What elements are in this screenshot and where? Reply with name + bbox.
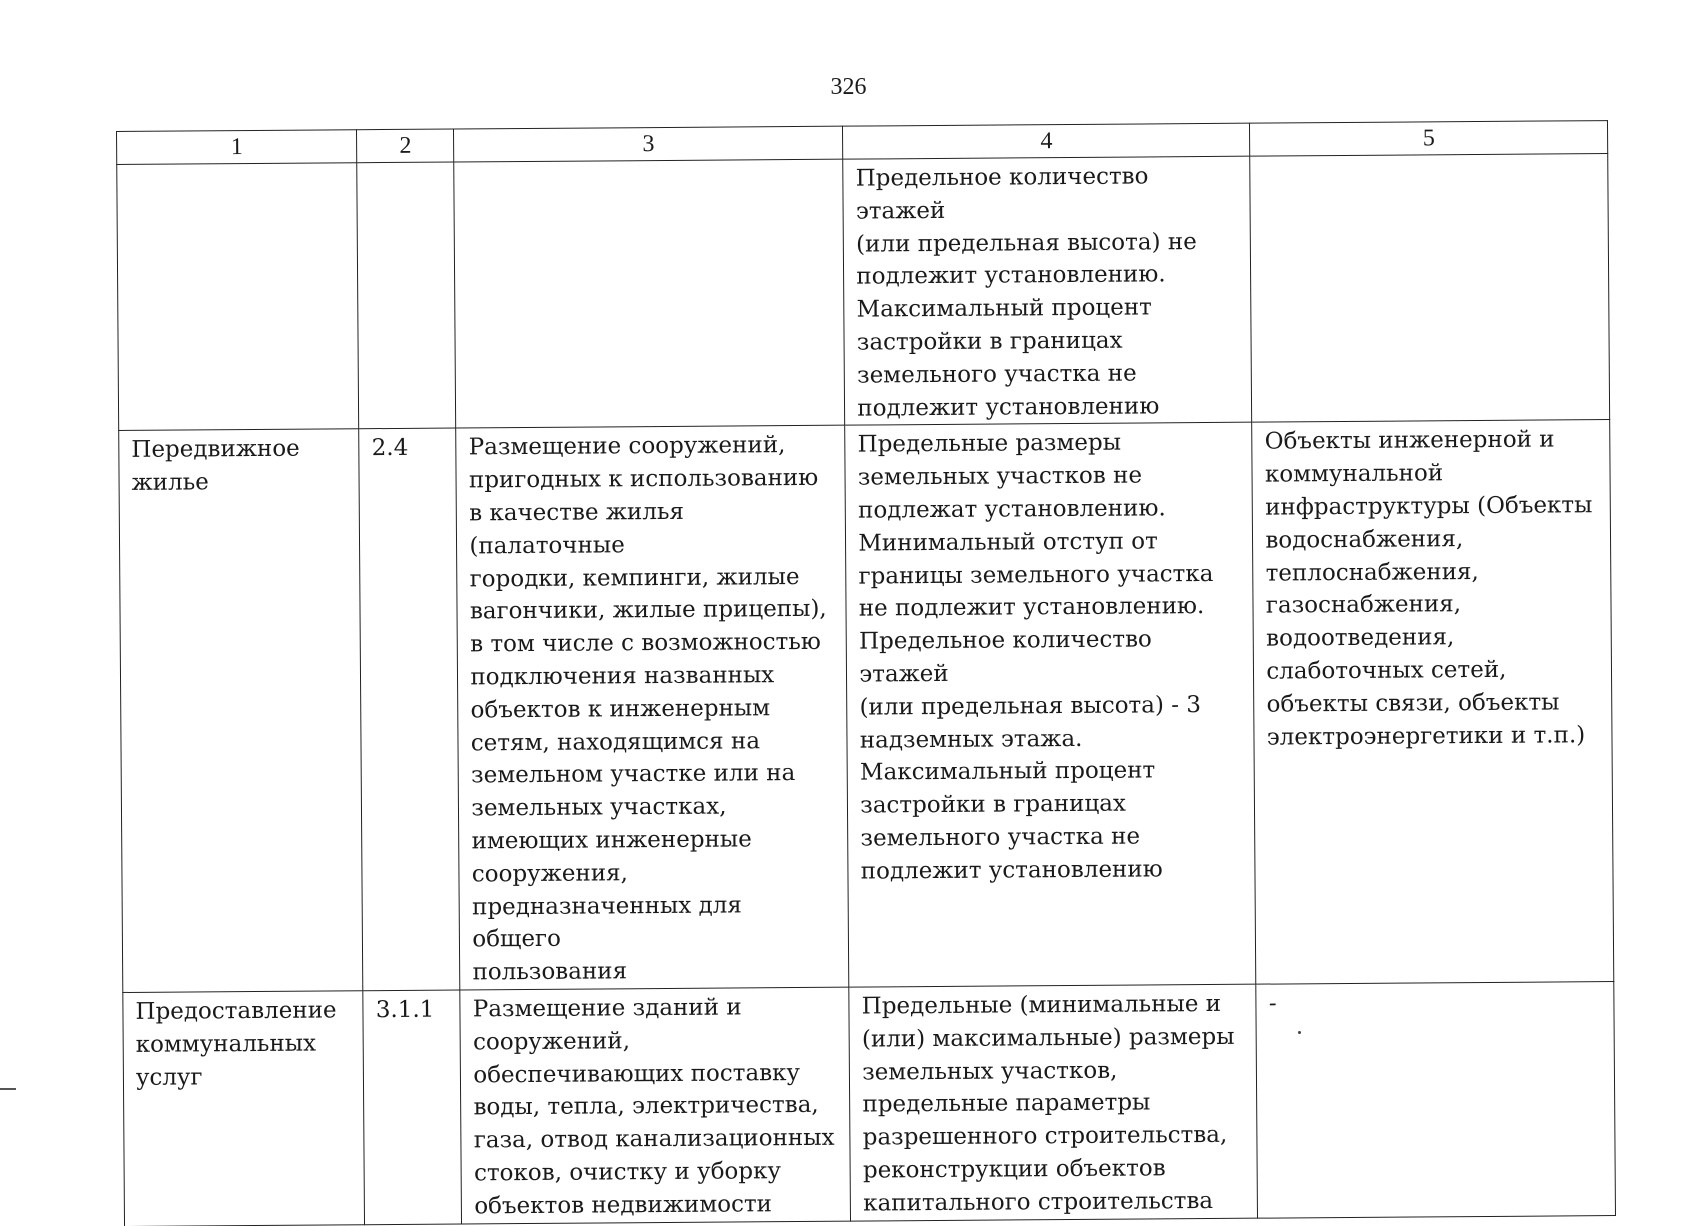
scan-margin-mark (0, 1088, 16, 1090)
parameters-cell: Предельные размеры земельных участков не подлежат установлению. Минимальный отступ от границы земельного участка не подлежит установлению. Предельное количество этажей (или предельная высота) - 3 надземных этажа. Максимальный процент застройки в границах земельного участка не подлежит установлению (845, 423, 1256, 988)
use-description-cell: Размещение сооружений, пригодных к использованию в качестве жилья (палаточные городки, кемпинги, жилые вагончики, жилые прицепы), в том числе с возможностью подключения названных объектов к инженерным сетям, находящимся на земельном участке или на земельных участках, имеющих инженерные сооружения, предназначенных для общего пользования (456, 426, 849, 990)
regulations-table (116, 120, 1616, 1226)
parameters-cell: Предельные (минимальные и (или) максимальные) размеры земельных участков, предельные параметры разрешенного строительства, реконструкции объектов капитального строительства (849, 984, 1258, 1221)
scan-speck (1298, 1031, 1301, 1034)
table-row (123, 981, 1616, 1226)
table-row (119, 420, 1614, 992)
column-header-5: 5 (1250, 121, 1608, 157)
use-code-cell: 3.1.1 (363, 990, 462, 1224)
objects-cell: Объекты инженерной и коммунальной инфраструктуры (Объекты водоснабжения, теплоснабжения, газоснабжения, водоотведения, слаботочных сетей, объекты связи, объекты электроэнергетики и т.п.) (1252, 420, 1614, 984)
column-header-4: 4 (843, 123, 1250, 159)
parameters-cell: Предельное количество этажей (или предельная высота) не подлежит установлению. Максимальный процент застройки в границах земельного участка не подлежит установлению (843, 156, 1252, 425)
use-code-cell (357, 162, 456, 429)
use-description-cell (454, 159, 845, 428)
use-name-cell: Предоставление коммунальных услуг (123, 991, 365, 1226)
use-name-cell (117, 163, 359, 431)
table-row (117, 154, 1610, 431)
use-code-cell: 2.4 (359, 428, 460, 990)
page-number: 326 (830, 74, 867, 100)
column-header-1: 1 (117, 130, 358, 165)
use-description-cell: Размещение зданий и сооружений, обеспечивающих поставку воды, тепла, электричества, газа, отвод канализационных стоков, очистку и уборку объектов недвижимости (460, 987, 851, 1223)
objects-cell (1250, 154, 1610, 423)
column-header-2: 2 (357, 129, 454, 163)
use-name-cell: Передвижное жилье (119, 429, 364, 992)
column-header-3: 3 (454, 126, 843, 162)
objects-cell: - (1256, 981, 1615, 1217)
